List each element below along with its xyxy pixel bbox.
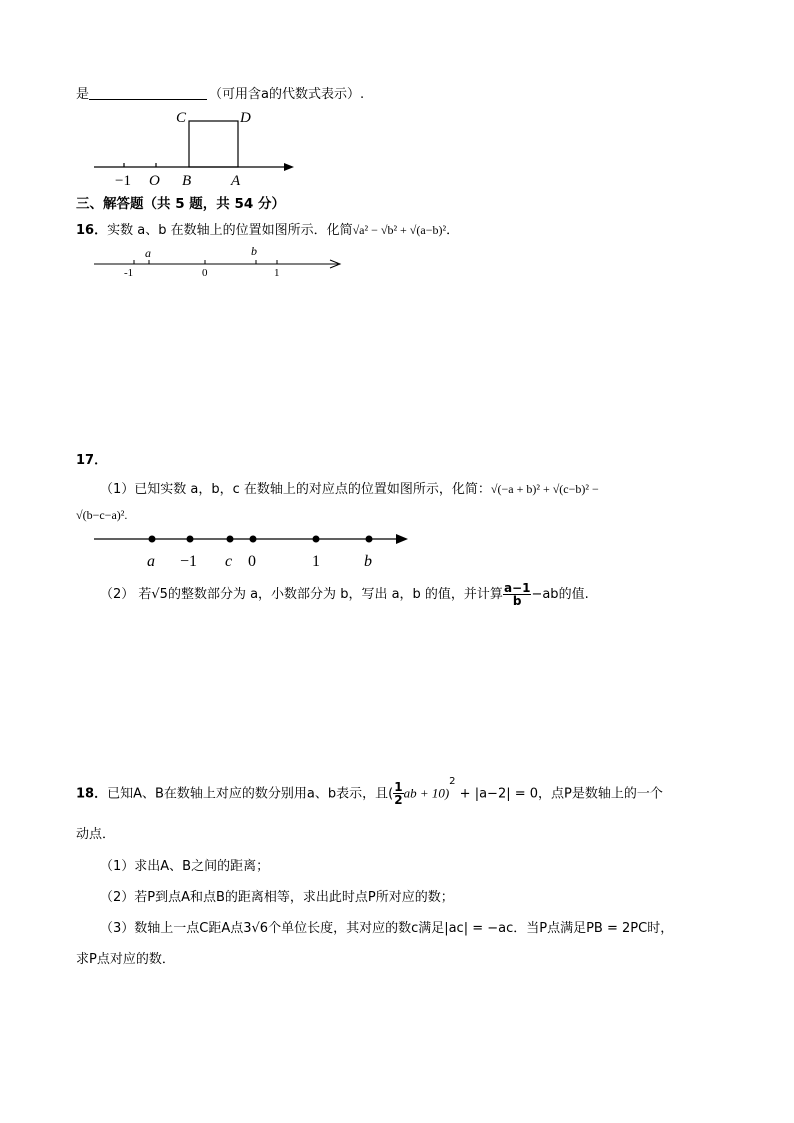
q17-number: 17．	[76, 453, 108, 468]
q16-expr: √a² − √b² + √(a−b)²	[352, 223, 447, 237]
q18-sub2: （2）若P到点A和点B的距离相等，求出此时点P所对应的数；	[100, 890, 454, 905]
q16-text: 实数 a、b 在数轴上的位置如图所示．化简	[107, 223, 353, 238]
q16-end: ．	[446, 223, 460, 238]
q16-number: 16．	[76, 223, 108, 238]
q16-axis-zero: 0	[202, 267, 208, 279]
q17-p1-text: （1）已知实数 a，b，c 在数轴上的对应点的位置如图所示，化简：	[100, 482, 491, 497]
q17-axis-b: b	[364, 553, 372, 570]
label-O: O	[149, 173, 160, 188]
label-D: D	[240, 110, 251, 126]
section-heading: 三、解答题（共 5 题，共 54 分）	[76, 196, 285, 212]
q18-sub3: （3）数轴上一点C距A点3√6个单位长度，其对应的数c满足|ac| = −ac．当P点满足PB = 2PC时，	[100, 921, 674, 936]
q16-axis-neg1: -1	[124, 267, 134, 279]
q17-axis-a: a	[147, 553, 155, 570]
q16-axis-a: a	[145, 246, 151, 260]
q17-axis-one: 1	[312, 553, 320, 570]
q17-axis-zero: 0	[248, 553, 256, 570]
q16-number-line	[90, 244, 346, 280]
q16-axis-b: b	[251, 244, 257, 258]
q17-p2-text-a: （2） 若√5的整数部分为 a，小数部分为 b，写出 a，b 的值，并计算	[100, 587, 503, 602]
q18-line1-b: ab + 10)	[403, 785, 450, 801]
label-neg1: −1	[115, 173, 131, 188]
q18-line1-c: + |a−2| = 0，点P是数轴上的一个	[455, 786, 663, 802]
square-number-line-figure	[88, 104, 304, 188]
q18-sub3-cont: 求P点对应的数．	[76, 952, 175, 967]
q18-number: 18．	[76, 786, 108, 802]
top-fill-line	[76, 83, 364, 102]
q18-sub1: （1）求出A、B之间的距离；	[100, 859, 270, 874]
q17-p1-expr-a: √(−a + b)² + √(c−b)² −	[490, 482, 599, 496]
q17-part2	[100, 582, 589, 607]
label-C: C	[176, 110, 187, 126]
q18-frac-num: 1	[394, 780, 403, 795]
q17-number-line	[90, 528, 410, 572]
q18-frac-den: 2	[394, 793, 403, 808]
q18-line1-a: 已知A、B在数轴上对应的数分别用a、b表示，且(	[107, 786, 394, 802]
q17-p2-fraction	[503, 582, 532, 607]
q17-p2-frac-num: a−1	[503, 581, 531, 595]
q17-p1-expr-b: √(b−c−a)².	[76, 508, 128, 522]
q17-axis-neg1: −1	[180, 553, 198, 570]
q18-exponent: 2	[449, 776, 456, 787]
q16-axis-one: 1	[274, 267, 280, 279]
q17-part1	[100, 478, 599, 497]
question-16	[76, 219, 459, 238]
answer-blank[interactable]	[89, 87, 207, 100]
label-B: B	[182, 173, 192, 188]
q18-line2: 动点．	[76, 827, 116, 842]
top-prefix: 是	[76, 87, 90, 102]
q17-p2-frac-den: b	[512, 594, 522, 608]
q18-fraction	[393, 781, 403, 806]
q18-line1	[76, 776, 663, 808]
label-A: A	[231, 173, 241, 188]
top-suffix: （可用含a的代数式表示）.	[209, 87, 365, 102]
q17-axis-c: c	[225, 553, 233, 570]
q17-p2-text-b: −ab的值.	[531, 587, 589, 602]
